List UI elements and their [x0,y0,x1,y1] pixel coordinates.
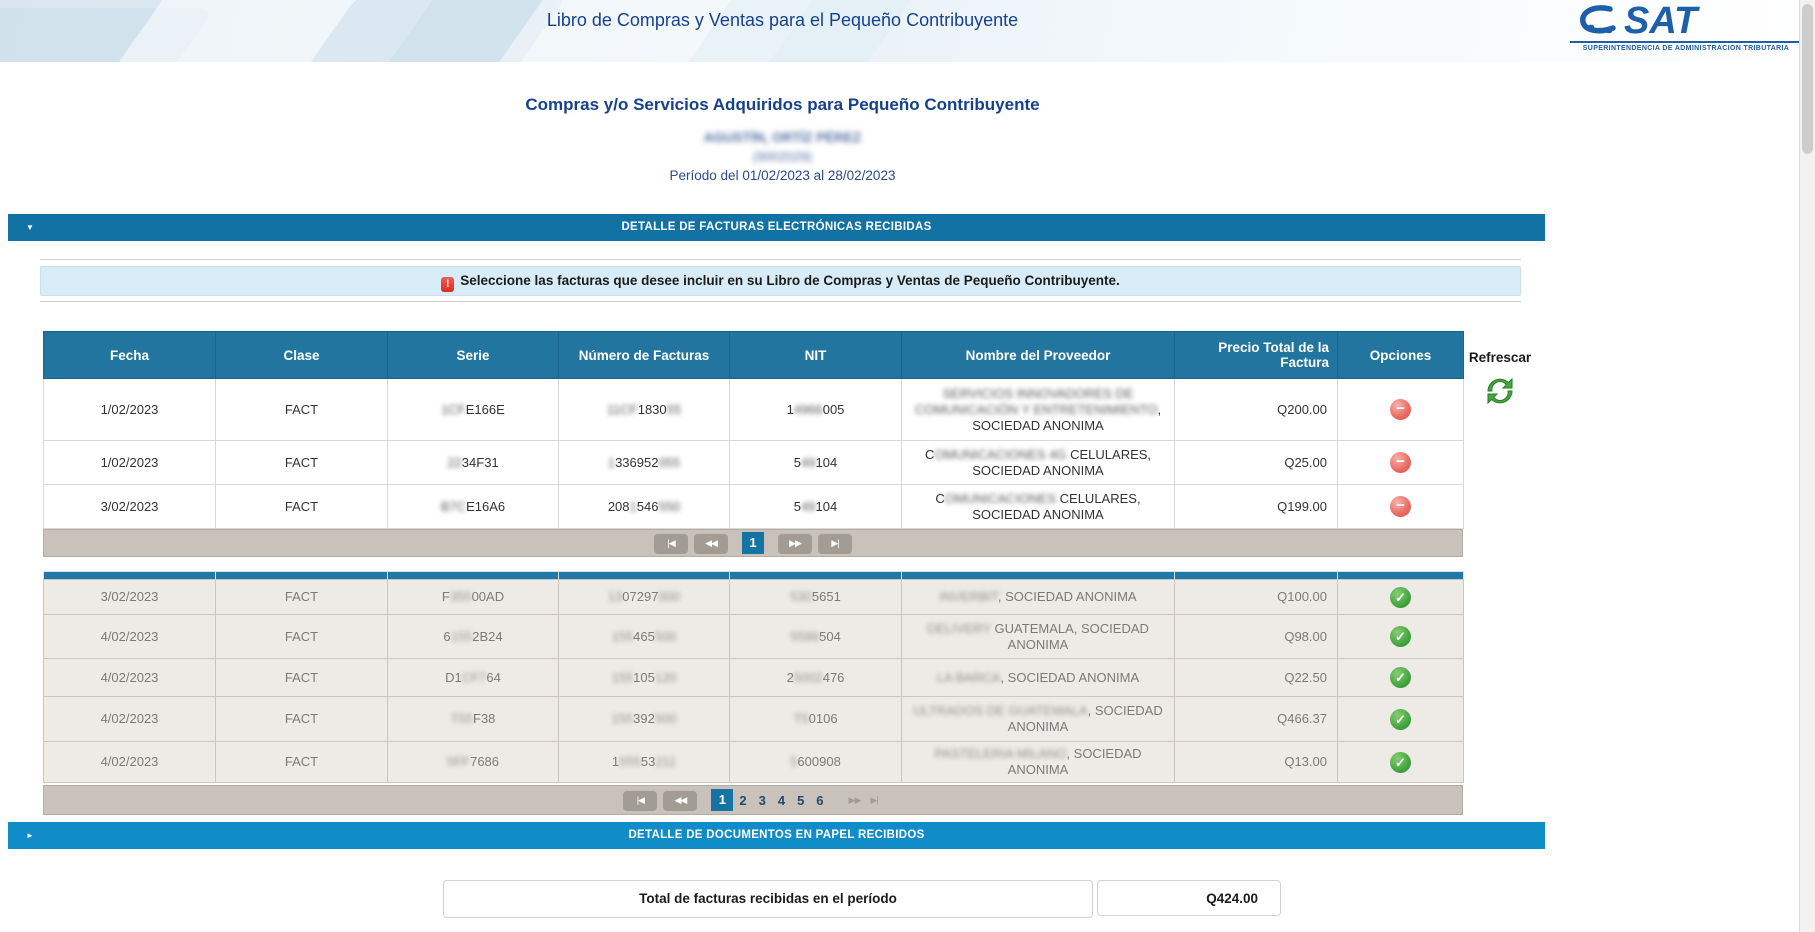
cell-precio: Q100.00 [1175,580,1338,615]
cell-nit: 5599504 [730,615,902,659]
cell-clase: FACT [216,441,388,485]
alert-icon: ! [441,277,454,292]
cell-numero: 155553211 [559,742,730,783]
cell-numero: 2081546550 [559,485,730,529]
col-clase: Clase [216,332,388,379]
cell-serie: D1CF764 [388,659,559,697]
cell-serie: T55F38 [388,697,559,742]
cell-precio: Q199.00 [1175,485,1338,529]
sat-logo [1570,2,1802,52]
included-check-button[interactable]: ✓ [1390,667,1411,688]
section-electronic-invoices-bar[interactable] [8,214,1545,241]
cell-nit: 5305651 [730,580,902,615]
cell-nit: 549104 [730,441,902,485]
pager-prev-button[interactable]: ◀◀ [694,533,728,554]
pager-first-button[interactable]: |◀ [623,790,657,811]
cell-numero: 155392500 [559,697,730,742]
refresh-button[interactable]: Refrescar [1468,350,1532,365]
cell-fecha: 4/02/2023 [44,615,216,659]
cell-clase: FACT [216,697,388,742]
cell-fecha: 4/02/2023 [44,742,216,783]
cell-proveedor: PASTELERIA MILANO, SOCIEDAD ANONIMA [902,742,1175,783]
cell-proveedor: COMUNICACIONES CELULARES, SOCIEDAD ANONIMA [902,485,1175,529]
refresh-zone [1464,350,1536,414]
cell-precio: Q25.00 [1175,441,1338,485]
cell-clase: FACT [216,485,388,529]
cell-serie: 61552B24 [388,615,559,659]
pager-page-4[interactable]: 4 [777,792,786,808]
cell-clase: FACT [216,580,388,615]
expand-arrow-icon[interactable]: ► [26,831,35,840]
cell-numero: 155105120 [559,659,730,697]
cell-proveedor: INVERBIT, SOCIEDAD ANONIMA [902,580,1175,615]
section-electronic-invoices-title: DETALLE DE FACTURAS ELECTRÓNICAS RECIBIDAS [621,221,932,233]
collapse-arrow-icon[interactable]: ▼ [26,223,35,232]
cell-fecha: 1/02/2023 [44,441,216,485]
col-fecha: Fecha [44,332,216,379]
cell-nit: 549104 [730,485,902,529]
taxpayer-name: AGUSTÍN, ORTÍZ PÉREZ [703,130,862,145]
cell-proveedor: LA BARCA, SOCIEDAD ANONIMA [902,659,1175,697]
vertical-scrollbar[interactable] [1799,0,1815,932]
period-label: Período del 01/02/2023 al 28/02/2023 [669,168,896,183]
cell-precio: Q200.00 [1175,379,1338,441]
cell-proveedor: DELIVERY GUATEMALA, SOCIEDAD ANONIMA [902,615,1175,659]
table-row [44,485,1464,529]
collapsed-header-strip [44,572,1464,580]
pager-page-6[interactable]: 6 [816,792,824,808]
cell-serie: 2234F31 [388,441,559,485]
divider [40,259,1521,260]
cell-serie: 1CFE166E [388,379,559,441]
pager-last-button[interactable]: ▶| [818,533,852,554]
invoice-tables [43,331,1463,815]
pager-prev-button[interactable]: ◀◀ [663,790,697,811]
section-paper-documents-title: DETALLE DE DOCUMENTOS EN PAPEL RECIBIDOS [628,829,925,841]
pager-page-3[interactable]: 3 [758,792,766,808]
table-row [44,742,1464,783]
pager-next-button[interactable]: ▶▶ [778,533,812,554]
pager-page-1[interactable]: 1 [711,789,733,811]
cell-clase: FACT [216,379,388,441]
cell-proveedor: ULTRADOS DE GUATEMALA, SOCIEDAD ANONIMA [902,697,1175,742]
col-opciones: Opciones [1338,332,1464,379]
exclude-invoice-button[interactable]: − [1390,399,1411,420]
divider [40,301,1521,302]
table-row [44,697,1464,742]
available-table-pager [43,529,1463,557]
pager-first-button[interactable]: |◀ [654,533,688,554]
pager-next-button[interactable]: ▶▶ [848,794,861,805]
svg-text:SAT: SAT [1624,2,1698,38]
pager-last-button[interactable]: ▶| [870,794,878,805]
pager-page-5[interactable]: 5 [797,792,805,808]
cell-nit: 5600908 [730,742,902,783]
cell-numero: 155465500 [559,615,730,659]
total-invoices-value: Q424.00 [1097,880,1281,916]
col-proveedor: Nombre del Proveedor [902,332,1175,379]
available-invoices-table [43,331,1464,529]
taxpayer-nit: (9002029) [752,149,813,164]
page-title: Compras y/o Servicios Adquiridos para Pequeño Contribuyente [525,95,1040,114]
sat-logo-icon [1576,2,1796,38]
pager-page-2[interactable]: 2 [739,792,747,808]
cell-clase: FACT [216,742,388,783]
cell-fecha: 4/02/2023 [44,659,216,697]
cell-nit: 14966005 [730,379,902,441]
col-numero: Número de Facturas [559,332,730,379]
exclude-invoice-button[interactable]: − [1390,452,1411,473]
cell-fecha: 3/02/2023 [44,485,216,529]
cell-serie: 5FF7686 [388,742,559,783]
table-row [44,580,1464,615]
included-invoices-table [43,571,1464,783]
col-serie: Serie [388,332,559,379]
included-check-button[interactable]: ✓ [1390,752,1411,773]
cell-precio: Q13.00 [1175,742,1338,783]
pager-page-1[interactable]: 1 [742,532,764,554]
cell-serie: B7CE16A6 [388,485,559,529]
cell-proveedor: SERVICIOS INNOVADORES DE COMUNICACIÓN Y ENTRETENIMIENTO, SOCIEDAD ANONIMA [902,379,1175,441]
included-check-button[interactable]: ✓ [1390,626,1411,647]
cell-precio: Q466.37 [1175,697,1338,742]
table-row [44,441,1464,485]
cell-serie: F35500AD [388,580,559,615]
table-row [44,659,1464,697]
exclude-invoice-button[interactable]: − [1390,496,1411,517]
cell-fecha: 1/02/2023 [44,379,216,441]
cell-proveedor: COMUNICACIONES 4G CELULARES, SOCIEDAD ANONIMA [902,441,1175,485]
cell-numero: 1307297000 [559,580,730,615]
cell-nit: T50106 [730,697,902,742]
table-row [44,615,1464,659]
cell-clase: FACT [216,659,388,697]
cell-fecha: 4/02/2023 [44,697,216,742]
scrollbar-thumb[interactable] [1802,4,1813,154]
top-banner [0,0,1799,62]
select-invoices-alert [40,266,1521,296]
included-table-pager [43,785,1463,815]
col-nit: NIT [730,332,902,379]
table-row [44,379,1464,441]
cell-precio: Q22.50 [1175,659,1338,697]
col-precio: Precio Total de la Factura [1175,332,1338,379]
table-header-row [44,332,1464,379]
alert-text: Seleccione las facturas que desee incluir en su Libro de Compras y Ventas de Pequeño Contribuyente. [460,273,1120,288]
included-check-button[interactable]: ✓ [1390,587,1411,608]
cell-nit: 25002476 [730,659,902,697]
refresh-icon[interactable] [1482,373,1518,409]
included-check-button[interactable]: ✓ [1390,709,1411,730]
cell-precio: Q98.00 [1175,615,1338,659]
section-paper-documents-bar[interactable] [8,822,1545,849]
cell-numero: 1336952055 [559,441,730,485]
cell-numero: 11CF183055 [559,379,730,441]
sat-logo-caption: SUPERINTENDENCIA DE ADMINISTRACION TRIBUTARIA [1570,41,1802,52]
total-invoices-label: Total de facturas recibidas en el período [443,880,1093,918]
app-title: Libro de Compras y Ventas para el Pequeño Contribuyente [546,10,1019,30]
cell-clase: FACT [216,615,388,659]
cell-fecha: 3/02/2023 [44,580,216,615]
